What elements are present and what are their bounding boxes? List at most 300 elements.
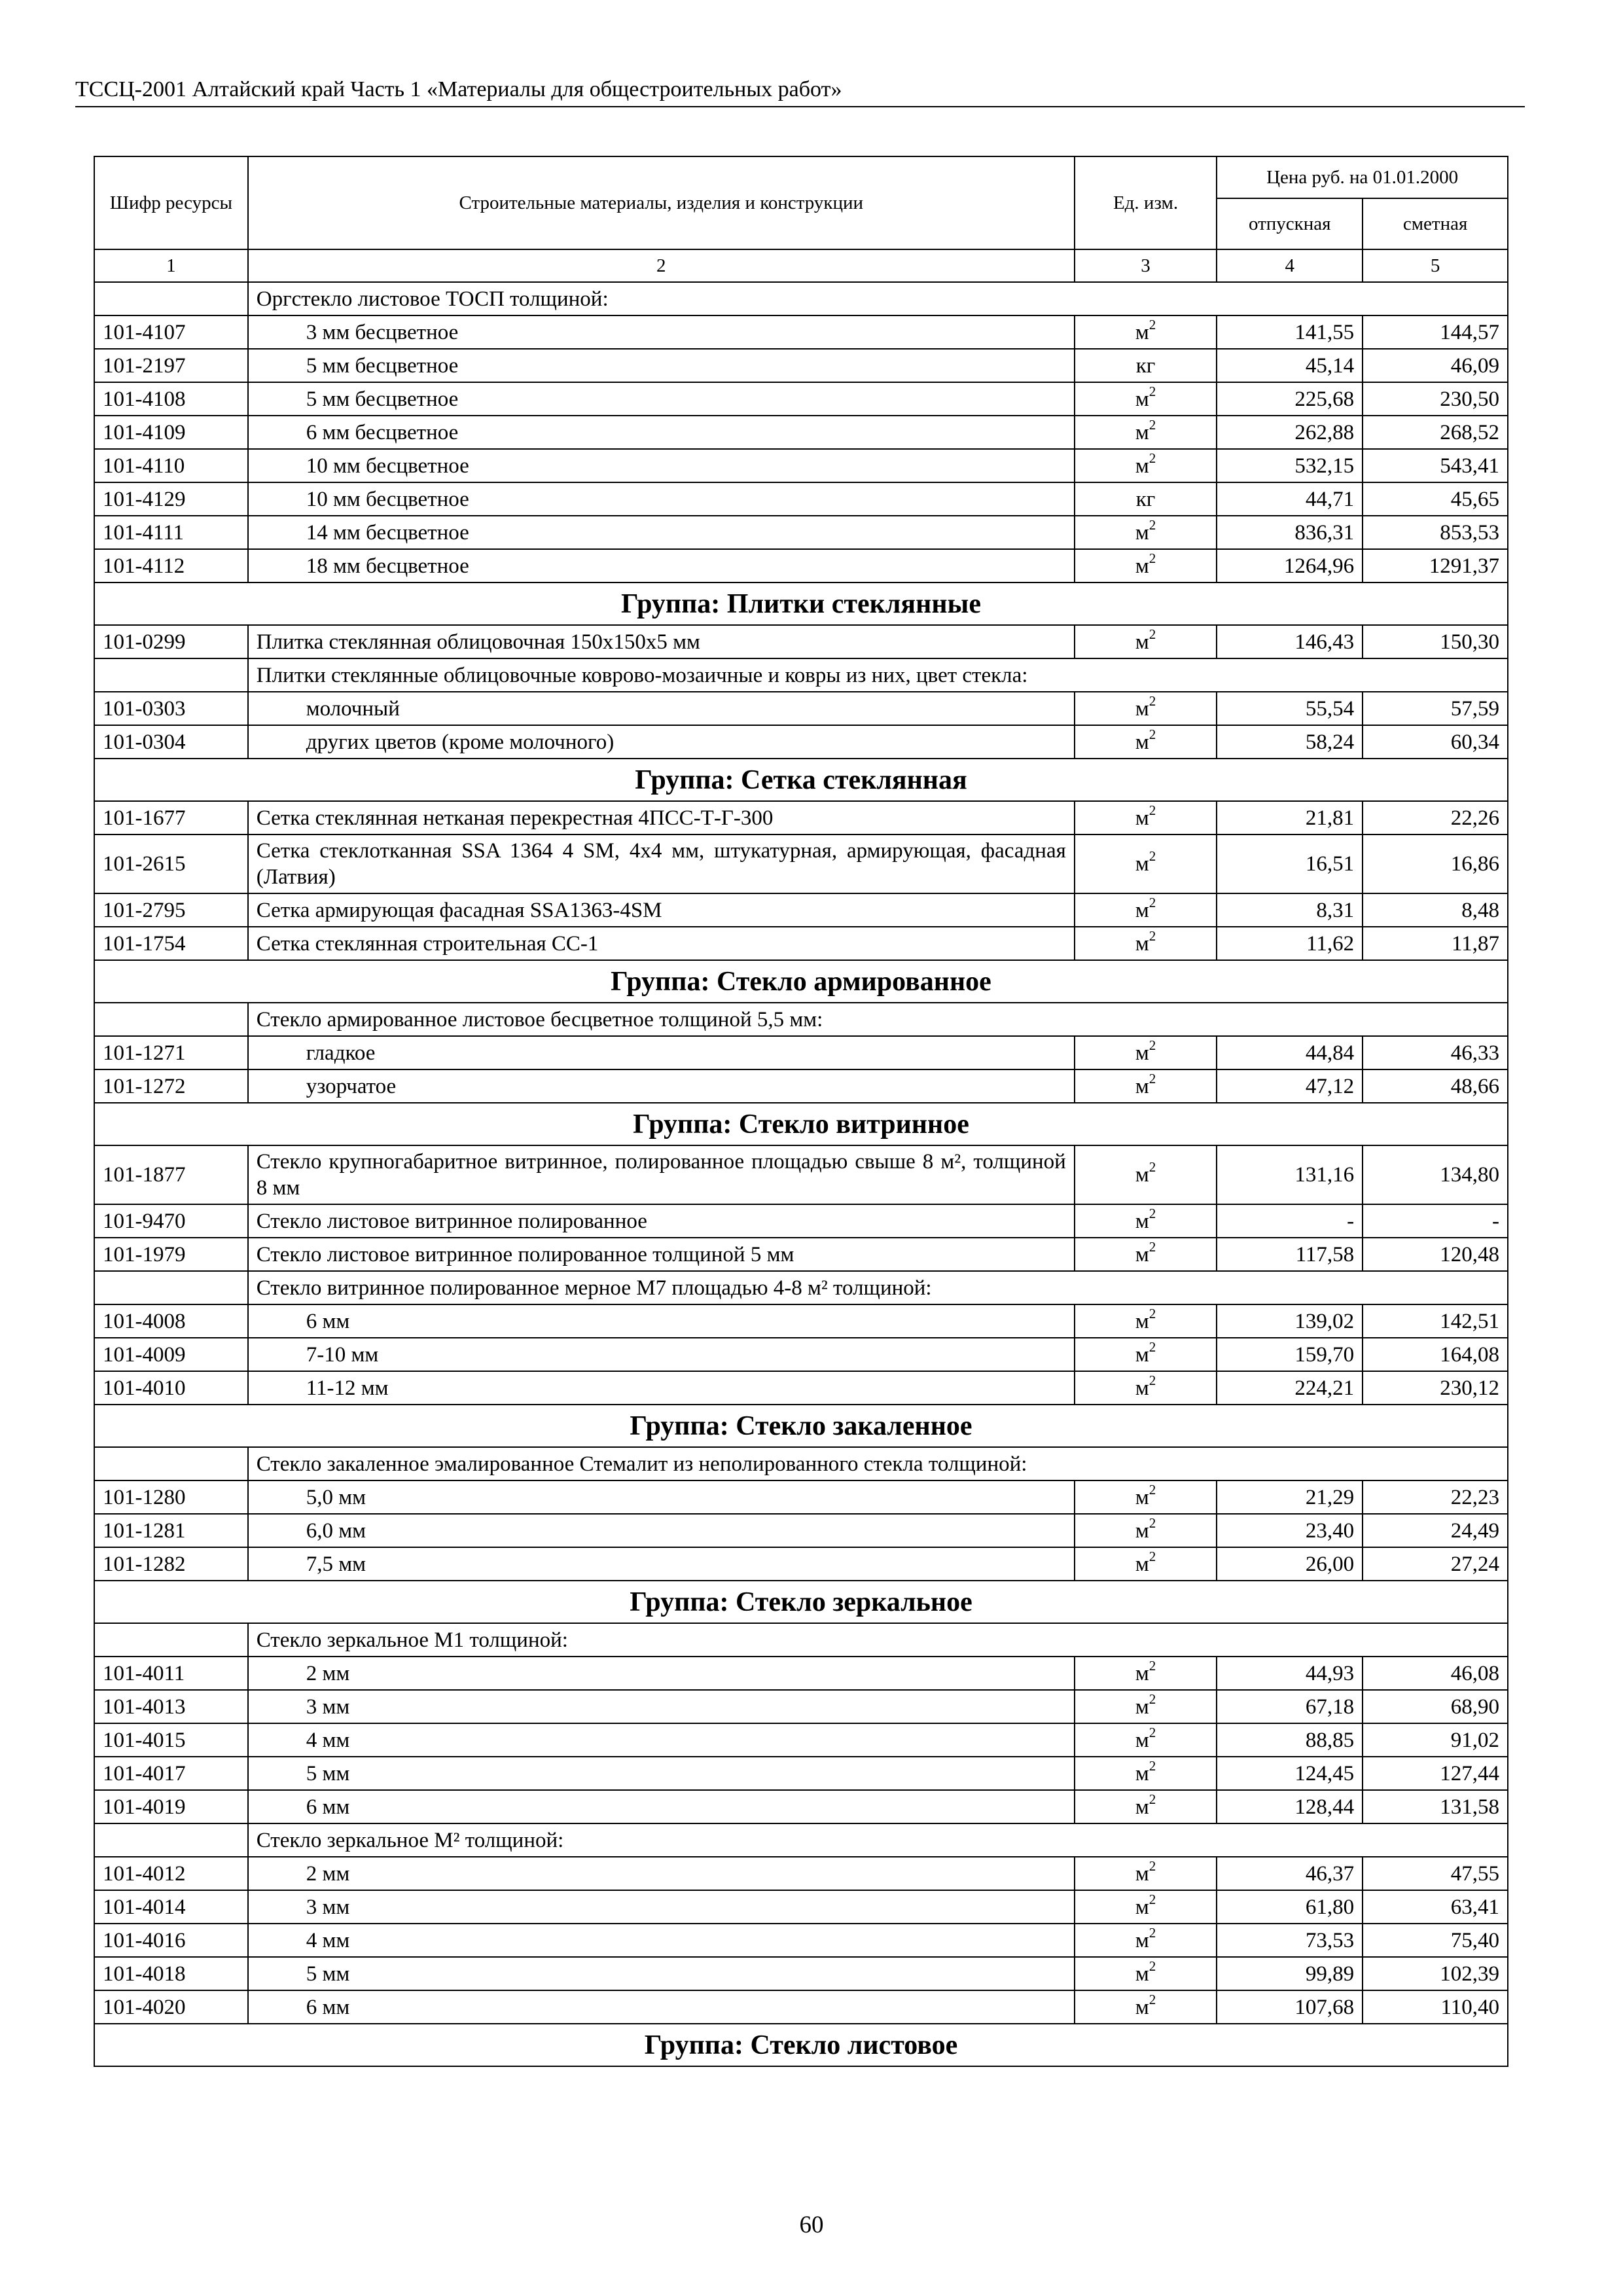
unit-superscript: 2: [1149, 1657, 1156, 1674]
unit-cell: [1075, 1204, 1217, 1238]
unit-superscript: 2: [1149, 550, 1156, 566]
unit-cell: [1075, 449, 1217, 482]
table-row: [94, 1547, 1508, 1581]
table-row: [94, 625, 1508, 658]
unit-text: м: [1135, 696, 1149, 721]
material-name: 6 мм: [248, 1304, 1075, 1338]
unit-cell: [1075, 1690, 1217, 1723]
price-estimate: 102,39: [1363, 1957, 1508, 1990]
header-name: Строительные материалы, изделия и конструкции: [248, 156, 1075, 249]
unit-cell: [1075, 1514, 1217, 1547]
price-release: 21,81: [1217, 801, 1363, 834]
group-heading: Группа: Стекло витринное: [94, 1103, 1508, 1145]
group-heading-row: [94, 759, 1508, 801]
price-release: 26,00: [1217, 1547, 1363, 1581]
code-cell-empty: [94, 1823, 248, 1857]
column-number: 3: [1075, 249, 1217, 282]
subheading-text: Стекло зеркальное М² толщиной:: [248, 1823, 1508, 1857]
price-estimate: 131,58: [1363, 1790, 1508, 1823]
price-release: 1264,96: [1217, 549, 1363, 583]
unit-superscript: 2: [1149, 1924, 1156, 1941]
table-row: [94, 1790, 1508, 1823]
resource-code: 101-1281: [94, 1514, 248, 1547]
unit-superscript: 2: [1149, 894, 1156, 910]
subheading-text: Стекло армированное листовое бесцветное толщиной 5,5 мм:: [248, 1003, 1508, 1036]
table-row: [94, 1990, 1508, 2024]
resource-code: 101-4112: [94, 549, 248, 583]
table-row: [94, 801, 1508, 834]
price-release: 44,71: [1217, 482, 1363, 516]
resource-code: 101-1979: [94, 1238, 248, 1271]
material-name: 6,0 мм: [248, 1514, 1075, 1547]
subheading-row: [94, 1623, 1508, 1657]
unit-text: м: [1135, 1795, 1149, 1819]
resource-code: 101-4107: [94, 315, 248, 349]
group-heading-row: [94, 1405, 1508, 1447]
price-estimate: 230,50: [1363, 382, 1508, 416]
resource-code: 101-0303: [94, 692, 248, 725]
unit-text: м: [1135, 1209, 1149, 1233]
price-release: 21,29: [1217, 1480, 1363, 1514]
subheading-row: [94, 1447, 1508, 1480]
material-name: Стекло листовое витринное полированное толщиной 5 мм: [248, 1238, 1075, 1271]
unit-superscript: 2: [1149, 1037, 1156, 1053]
unit-text: м: [1135, 931, 1149, 956]
material-name: Сетка стеклянная нетканая перекрестная 4ПСС-Т-Г-300: [248, 801, 1075, 834]
price-estimate: 853,53: [1363, 516, 1508, 549]
code-cell-empty: [94, 282, 248, 315]
unit-cell: [1075, 349, 1217, 382]
header-unit: Ед. изм.: [1075, 156, 1217, 249]
price-estimate: 110,40: [1363, 1990, 1508, 2024]
resource-code: 101-0304: [94, 725, 248, 759]
unit-superscript: 2: [1149, 1481, 1156, 1498]
group-heading: Группа: Стекло листовое: [94, 2024, 1508, 2066]
table-row: [94, 549, 1508, 583]
price-release: 139,02: [1217, 1304, 1363, 1338]
resource-code: 101-1754: [94, 927, 248, 960]
unit-text: м: [1135, 420, 1149, 444]
table-row: [94, 834, 1508, 893]
resource-code: 101-4013: [94, 1690, 248, 1723]
unit-superscript: 2: [1149, 1238, 1156, 1255]
unit-cell: [1075, 1657, 1217, 1690]
price-release: -: [1217, 1204, 1363, 1238]
table-row: [94, 893, 1508, 927]
material-name: 4 мм: [248, 1723, 1075, 1757]
unit-cell: [1075, 1924, 1217, 1957]
price-estimate: 142,51: [1363, 1304, 1508, 1338]
subheading-row: [94, 658, 1508, 692]
material-name: 7,5 мм: [248, 1547, 1075, 1581]
unit-superscript: 2: [1149, 450, 1156, 466]
material-name: других цветов (кроме молочного): [248, 725, 1075, 759]
price-estimate: 120,48: [1363, 1238, 1508, 1271]
unit-cell: [1075, 1857, 1217, 1890]
unit-text: м: [1135, 1518, 1149, 1543]
unit-cell: [1075, 1790, 1217, 1823]
price-release: 225,68: [1217, 382, 1363, 416]
code-cell-empty: [94, 1003, 248, 1036]
price-estimate: 144,57: [1363, 315, 1508, 349]
material-name: Стекло листовое витринное полированное: [248, 1204, 1075, 1238]
unit-text: м: [1135, 730, 1149, 754]
material-name: Плитка стеклянная облицовочная 150х150х5 мм: [248, 625, 1075, 658]
group-heading: Группа: Стекло зеркальное: [94, 1581, 1508, 1623]
group-heading-row: [94, 2024, 1508, 2066]
unit-superscript: 2: [1149, 1515, 1156, 1531]
group-heading: Группа: Сетка стеклянная: [94, 759, 1508, 801]
unit-cell: [1075, 1145, 1217, 1204]
price-release: 73,53: [1217, 1924, 1363, 1957]
price-release: 88,85: [1217, 1723, 1363, 1757]
column-number: 1: [94, 249, 248, 282]
resource-code: 101-1272: [94, 1069, 248, 1103]
unit-superscript: 2: [1149, 1724, 1156, 1740]
table-row: [94, 1036, 1508, 1069]
header-price: Цена руб. на 01.01.2000: [1217, 156, 1508, 198]
material-name: 6 мм бесцветное: [248, 416, 1075, 449]
table-row: [94, 1514, 1508, 1547]
table-row: [94, 1238, 1508, 1271]
unit-cell: [1075, 1990, 1217, 2024]
price-release: 11,62: [1217, 927, 1363, 960]
subheading-text: Плитки стеклянные облицовочные ковровo-мозаичные и ковры из них, цвет стекла:: [248, 658, 1508, 692]
price-release: 128,44: [1217, 1790, 1363, 1823]
code-cell-empty: [94, 1447, 248, 1480]
table-row: [94, 1069, 1508, 1103]
unit-superscript: 2: [1149, 1691, 1156, 1707]
unit-cell: [1075, 801, 1217, 834]
resource-code: 101-1282: [94, 1547, 248, 1581]
price-release: 99,89: [1217, 1957, 1363, 1990]
price-estimate: 46,08: [1363, 1657, 1508, 1690]
price-release: 44,93: [1217, 1657, 1363, 1690]
unit-text: м: [1135, 520, 1149, 545]
resource-code: 101-2615: [94, 834, 248, 893]
material-name: 10 мм бесцветное: [248, 449, 1075, 482]
material-name: гладкое: [248, 1036, 1075, 1069]
resource-code: 101-4017: [94, 1757, 248, 1790]
price-estimate: 22,23: [1363, 1480, 1508, 1514]
price-estimate: 164,08: [1363, 1338, 1508, 1371]
table-row: [94, 1371, 1508, 1405]
subheading-row: [94, 1823, 1508, 1857]
resource-code: 101-1280: [94, 1480, 248, 1514]
code-cell-empty: [94, 1271, 248, 1304]
resource-code: 101-1271: [94, 1036, 248, 1069]
unit-cell: [1075, 1238, 1217, 1271]
unit-text: м: [1135, 1552, 1149, 1576]
price-release: 224,21: [1217, 1371, 1363, 1405]
price-estimate: 1291,37: [1363, 549, 1508, 583]
unit-text: м: [1135, 1761, 1149, 1785]
resource-code: 101-2795: [94, 893, 248, 927]
price-release: 8,31: [1217, 893, 1363, 927]
resource-code: 101-4129: [94, 482, 248, 516]
price-estimate: 91,02: [1363, 1723, 1508, 1757]
unit-superscript: 2: [1149, 1205, 1156, 1221]
unit-cell: [1075, 1371, 1217, 1405]
subheading-text: Стекло зеркальное М1 толщиной:: [248, 1623, 1508, 1657]
subheading-row: [94, 1003, 1508, 1036]
unit-superscript: 2: [1149, 802, 1156, 818]
price-estimate: 8,48: [1363, 893, 1508, 927]
unit-text: м: [1135, 630, 1149, 654]
material-name: 5 мм бесцветное: [248, 349, 1075, 382]
unit-superscript: 2: [1149, 1305, 1156, 1321]
unit-superscript: 2: [1149, 1791, 1156, 1807]
header-code: Шифр ресурсы: [94, 156, 248, 249]
table-row: [94, 725, 1508, 759]
subheading-row: [94, 1271, 1508, 1304]
price-table-container: [94, 156, 1508, 2067]
resource-code: 101-4110: [94, 449, 248, 482]
resource-code: 101-4016: [94, 1924, 248, 1957]
unit-cell: [1075, 1480, 1217, 1514]
table-row: [94, 449, 1508, 482]
price-release: 131,16: [1217, 1145, 1363, 1204]
price-estimate: 543,41: [1363, 449, 1508, 482]
group-heading-row: [94, 1581, 1508, 1623]
material-name: Стекло крупногабаритное витринное, полированное площадью свыше 8 м², толщиной 8 мм: [248, 1145, 1075, 1204]
page-number: 60: [799, 2212, 824, 2238]
table-row: [94, 516, 1508, 549]
table-row: [94, 1304, 1508, 1338]
unit-text: м: [1135, 1661, 1149, 1685]
resource-code: 101-4011: [94, 1657, 248, 1690]
price-release: 55,54: [1217, 692, 1363, 725]
price-release: 532,15: [1217, 449, 1363, 482]
price-estimate: 45,65: [1363, 482, 1508, 516]
unit-text: м: [1135, 852, 1149, 876]
subheading-text: Стекло закаленное эмалированное Стемалит из неполированного стекла толщиной:: [248, 1447, 1508, 1480]
material-name: узорчатое: [248, 1069, 1075, 1103]
unit-superscript: 2: [1149, 516, 1156, 533]
unit-cell: [1075, 315, 1217, 349]
unit-text: м: [1135, 387, 1149, 411]
unit-text: м: [1135, 1376, 1149, 1400]
unit-text: м: [1135, 898, 1149, 922]
subheading-row: [94, 282, 1508, 315]
price-estimate: 127,44: [1363, 1757, 1508, 1790]
unit-text: м: [1135, 1895, 1149, 1919]
unit-cell: [1075, 1547, 1217, 1581]
price-release: 61,80: [1217, 1890, 1363, 1924]
table-row: [94, 1657, 1508, 1690]
price-estimate: 60,34: [1363, 725, 1508, 759]
price-estimate: 75,40: [1363, 1924, 1508, 1957]
table-row: [94, 1480, 1508, 1514]
price-estimate: 57,59: [1363, 692, 1508, 725]
table-row: [94, 349, 1508, 382]
table-row: [94, 1145, 1508, 1204]
table-row: [94, 1924, 1508, 1957]
unit-text: м: [1135, 1163, 1149, 1187]
unit-cell: [1075, 893, 1217, 927]
material-name: молочный: [248, 692, 1075, 725]
page-header: ТССЦ-2001 Алтайский край Часть 1 «Материалы для общестроительных работ»: [75, 73, 1525, 107]
unit-cell: [1075, 516, 1217, 549]
unit-cell: [1075, 382, 1217, 416]
unit-superscript: 2: [1149, 726, 1156, 742]
unit-cell: [1075, 1890, 1217, 1924]
material-name: 14 мм бесцветное: [248, 516, 1075, 549]
unit-superscript: 2: [1149, 316, 1156, 332]
material-name: 11-12 мм: [248, 1371, 1075, 1405]
material-name: 3 мм: [248, 1890, 1075, 1924]
price-estimate: 24,49: [1363, 1514, 1508, 1547]
material-name: 5 мм бесцветное: [248, 382, 1075, 416]
material-name: 6 мм: [248, 1990, 1075, 2024]
price-estimate: 46,09: [1363, 349, 1508, 382]
unit-text: м: [1135, 1074, 1149, 1098]
code-cell-empty: [94, 658, 248, 692]
price-release: 23,40: [1217, 1514, 1363, 1547]
unit-text: м: [1135, 554, 1149, 578]
unit-cell: [1075, 416, 1217, 449]
material-name: 3 мм бесцветное: [248, 315, 1075, 349]
unit-superscript: 2: [1149, 927, 1156, 944]
price-release: 836,31: [1217, 516, 1363, 549]
unit-cell: [1075, 1069, 1217, 1103]
unit-text: м: [1135, 1309, 1149, 1333]
unit-cell: [1075, 1757, 1217, 1790]
resource-code: 101-4014: [94, 1890, 248, 1924]
resource-code: 101-4019: [94, 1790, 248, 1823]
table-row: [94, 1857, 1508, 1890]
price-estimate: 47,55: [1363, 1857, 1508, 1890]
column-number: 5: [1363, 249, 1508, 282]
group-heading-row: [94, 1103, 1508, 1145]
unit-text: м: [1135, 1928, 1149, 1952]
unit-superscript: 2: [1149, 1857, 1156, 1874]
resource-code: 101-4111: [94, 516, 248, 549]
price-release: 16,51: [1217, 834, 1363, 893]
unit-cell: [1075, 625, 1217, 658]
price-estimate: 68,90: [1363, 1690, 1508, 1723]
table-row: [94, 1890, 1508, 1924]
unit-superscript: 2: [1149, 1548, 1156, 1564]
price-release: 46,37: [1217, 1857, 1363, 1890]
unit-superscript: 2: [1149, 1338, 1156, 1355]
column-number-row: [94, 249, 1508, 282]
resource-code: 101-4109: [94, 416, 248, 449]
price-release: 124,45: [1217, 1757, 1363, 1790]
price-release: 159,70: [1217, 1338, 1363, 1371]
group-heading: Группа: Стекло армированное: [94, 960, 1508, 1003]
unit-cell: [1075, 1036, 1217, 1069]
table-row: [94, 482, 1508, 516]
resource-code: 101-9470: [94, 1204, 248, 1238]
unit-superscript: 2: [1149, 1159, 1156, 1175]
table-row: [94, 315, 1508, 349]
resource-code: 101-2197: [94, 349, 248, 382]
table-row: [94, 1204, 1508, 1238]
table-body: [94, 282, 1508, 2066]
resource-code: 101-4010: [94, 1371, 248, 1405]
price-table: [94, 156, 1508, 2067]
material-name: 2 мм: [248, 1657, 1075, 1690]
unit-cell: [1075, 1338, 1217, 1371]
unit-superscript: 2: [1149, 1372, 1156, 1388]
price-release: 58,24: [1217, 725, 1363, 759]
unit-text: м: [1135, 806, 1149, 830]
price-estimate: -: [1363, 1204, 1508, 1238]
resource-code: 101-4012: [94, 1857, 248, 1890]
unit-superscript: 2: [1149, 1891, 1156, 1907]
unit-text: м: [1135, 1242, 1149, 1266]
unit-text: м: [1135, 1861, 1149, 1886]
material-name: 6 мм: [248, 1790, 1075, 1823]
subheading-text: Оргстекло листовое ТОСП толщиной:: [248, 282, 1508, 315]
group-heading-row: [94, 960, 1508, 1003]
group-heading-row: [94, 583, 1508, 625]
unit-text: м: [1135, 1485, 1149, 1509]
resource-code: 101-4008: [94, 1304, 248, 1338]
price-estimate: 27,24: [1363, 1547, 1508, 1581]
unit-cell: [1075, 692, 1217, 725]
unit-text: м: [1135, 454, 1149, 478]
unit-superscript: 2: [1149, 383, 1156, 399]
unit-cell: [1075, 1723, 1217, 1757]
resource-code: 101-4009: [94, 1338, 248, 1371]
price-estimate: 16,86: [1363, 834, 1508, 893]
unit-cell: [1075, 482, 1217, 516]
resource-code: 101-4018: [94, 1957, 248, 1990]
table-row: [94, 1957, 1508, 1990]
table-row: [94, 416, 1508, 449]
header-price-estimate: сметная: [1363, 198, 1508, 249]
material-name: 5,0 мм: [248, 1480, 1075, 1514]
unit-text: м: [1135, 1728, 1149, 1752]
unit-text: м: [1135, 1695, 1149, 1719]
unit-text: кг: [1135, 353, 1156, 378]
unit-superscript: 2: [1149, 1991, 1156, 2007]
code-cell-empty: [94, 1623, 248, 1657]
table-row: [94, 1690, 1508, 1723]
table-row: [94, 1723, 1508, 1757]
price-estimate: 46,33: [1363, 1036, 1508, 1069]
material-name: 2 мм: [248, 1857, 1075, 1890]
unit-text: м: [1135, 320, 1149, 344]
table-row: [94, 382, 1508, 416]
unit-cell: [1075, 725, 1217, 759]
material-name: 5 мм: [248, 1757, 1075, 1790]
material-name: 5 мм: [248, 1957, 1075, 1990]
price-release: 47,12: [1217, 1069, 1363, 1103]
group-heading: Группа: Плитки стеклянные: [94, 583, 1508, 625]
table-row: [94, 1338, 1508, 1371]
unit-superscript: 2: [1149, 1757, 1156, 1774]
unit-text: м: [1135, 1041, 1149, 1065]
resource-code: 101-0299: [94, 625, 248, 658]
material-name: 7-10 мм: [248, 1338, 1075, 1371]
resource-code: 101-4020: [94, 1990, 248, 2024]
price-release: 117,58: [1217, 1238, 1363, 1271]
table-row: [94, 692, 1508, 725]
price-release: 44,84: [1217, 1036, 1363, 1069]
price-estimate: 268,52: [1363, 416, 1508, 449]
price-release: 107,68: [1217, 1990, 1363, 2024]
unit-text: кг: [1135, 487, 1156, 511]
price-estimate: 11,87: [1363, 927, 1508, 960]
table-row: [94, 1757, 1508, 1790]
price-estimate: 48,66: [1363, 1069, 1508, 1103]
unit-superscript: 2: [1149, 416, 1156, 433]
subheading-text: Стекло витринное полированное мерное М7 площадью 4-8 м² толщиной:: [248, 1271, 1508, 1304]
unit-cell: [1075, 927, 1217, 960]
